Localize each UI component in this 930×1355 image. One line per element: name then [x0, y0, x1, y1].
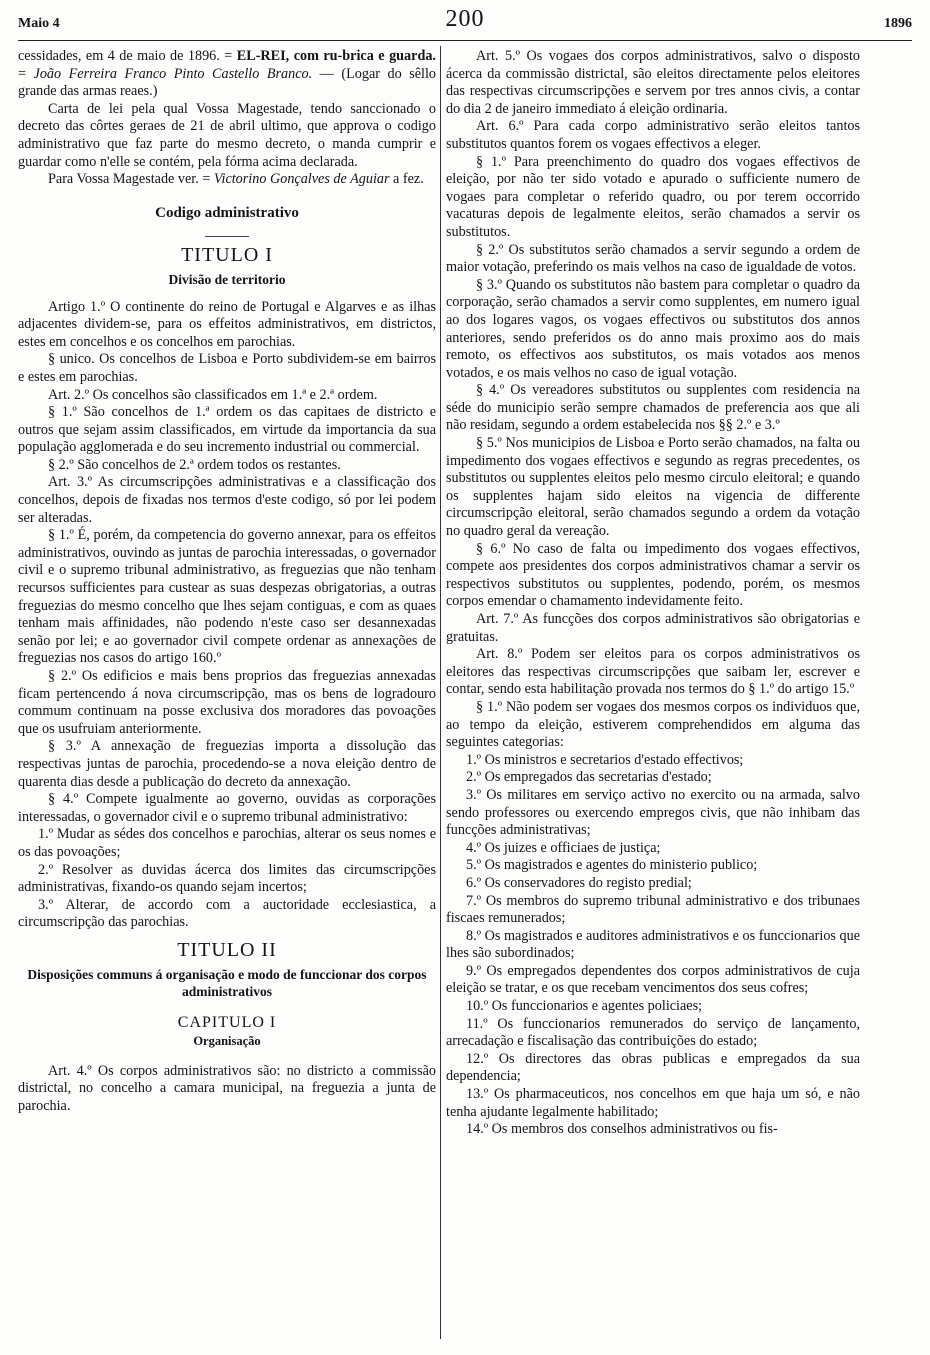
article-paragraph: § 1.º Para preenchimento do quadro dos vogaes effectivos de eleição, por não ter sido votado e apurado o sufficiente numero de vogaes para completar o referido quadro, ou por terem occorrido vacaturas depois de legalmente eleitos, serão chamados a servir os substitutos.	[446, 153, 860, 240]
article-paragraph: § 6.º No caso de falta ou impedimento dos vogaes effectivos, compete aos presidentes dos corpos administrativos chamar a servir os respectivos substitutos ou supplentes, podendo, porém, os mesmos corpos emendar o chamamento indevidamente feito.	[446, 540, 860, 610]
titulo-2-subheading: Disposições communs á organisação e modo de funccionar dos corpos administrativos	[27, 966, 427, 999]
header-rule	[18, 40, 912, 41]
closing-paragraph: Para Vossa Magestade ver. = Victorino Gonçalves de Aguiar a fez.	[48, 171, 424, 188]
titulo-2-heading: TITULO II	[177, 938, 277, 961]
list-item: 4.º Os juizes e officiaes de justiça;	[466, 839, 661, 856]
header-date: Maio 4	[18, 16, 60, 31]
titulo-1-subheading: Divisão de territorio	[168, 271, 286, 287]
article-paragraph: Art. 7.º As funcções dos corpos administrativos são obrigatorias e gratuitas.	[446, 611, 860, 645]
capitulo-1-heading: CAPITULO I	[177, 1013, 277, 1031]
article-paragraph: Art. 5.º Os vogaes dos corpos administrativos, salvo o disposto ácerca da commissão districtal, são eleitos directamente pelos eleitores das respectivas circumscripções e servem por tres annos civis, a contar do dia 2 de janeiro immediato á eleição ordinaria.	[446, 48, 860, 117]
article-paragraph: Art. 3.º As circumscripções administrativas e a classificação dos concelhos, depois de fixadas nos termos d'este codigo, só por lei podem ser alteradas.	[18, 474, 436, 526]
seal-note: (Logar do sêllo grande das armas reaes.)	[18, 65, 436, 100]
intro-date-text: cessidades, em 4 de maio de 1896.	[18, 48, 220, 64]
closing-text: Para Vossa Magestade ver.	[48, 171, 199, 188]
article-paragraph: § 1.º Não podem ser vogaes dos mesmos corpos os individuos que, ao tempo da eleição, estiverem comprehendidos em alguma das seguintes categorias:	[446, 698, 860, 751]
article-paragraph: § 4.º Compete igualmente ao governo, ouvidas as corporações interessadas, o governador civil e o supremo tribunal administrativo:	[18, 791, 436, 825]
section-rule	[205, 236, 249, 237]
capitulo-1-subheading: Organisação	[193, 1034, 261, 1049]
list-item: 9.º Os empregados dependentes dos corpos administrativos de cuja eleição se tratar, e os que recebam vencimentos dos seus cofres;	[446, 962, 860, 997]
article-paragraph: Art. 6.º Para cada corpo administrativo serão eleitos tantos substitutos quantos forem os vogaes effectivos a eleger.	[446, 118, 860, 152]
decree-letter-paragraph: Carta de lei pela qual Vossa Magestade, tendo sanccionado o decreto das côrtes geraes de 21 de abril ultimo, que approva o codigo administrativo que faz parte do mesmo decreto, o manda cumprir e guardar como n'elle se contém, pela fórma acima declarada.	[18, 100, 436, 170]
article-paragraph: § 5.º Nos municipios de Lisboa e Porto serão chamados, na falta ou impedimento dos vogaes effectivos e segundo as regras precedentes, os substitutos ou supplentes eleitos pelo mesmo circulo eleitoral; e quando os supplentes hajam sido eleitos na vigencia de differente circumscripção eleitoral, serão chamados segundo a ordem da votação no quadro geral da vereação.	[446, 435, 860, 540]
left-column	[18, 48, 436, 1115]
page-number: 200	[445, 6, 485, 32]
list-item: 7.º Os membros do supremo tribunal administrativo e dos tribunaes fiscaes remunerados;	[446, 892, 860, 927]
code-title: Codigo administrativo	[155, 204, 299, 221]
titulo-1-heading: TITULO I	[181, 244, 273, 267]
list-item: 6.º Os conservadores do registo predial;	[466, 874, 692, 891]
list-item: 2.º Resolver as duvidas ácerca dos limites das circumscripções administrativas, fixando-os quando sejam incertos;	[18, 861, 436, 896]
list-item: 5.º Os magistrados e agentes do ministerio publico;	[466, 857, 758, 874]
article-paragraph: § 3.º A annexação de freguezias importa a dissolução das respectivas juntas de parochia, procedendo-se a nova eleição dentro de quarenta dias desde a publicação do decreto da annexação.	[18, 738, 436, 790]
list-item: 8.º Os magistrados e auditores administrativos e os funccionarios que lhes são subordinados;	[446, 927, 860, 962]
article-paragraph: § 1.º É, porém, da competencia do governo annexar, para os effeitos administrativos, ouvindo as juntas de parochia interessadas, o governador civil e o supremo tribunal administrativo, as freguezias que não tenham recursos sufficientes para custear as suas despezas obrigatorias, a outras freguezias do mesmo concelho que lhes sejam contiguas, e com as quaes tenham mais affinidades, não podendo n'este caso ser desannexadas senão por lei; e ao governador civil compete ordenar as annexações de freguezias nos casos do artigo 160.º	[18, 527, 436, 667]
article-paragraph: Art. 4.º Os corpos administrativos são: no districto a commissão districtal, no concelho a camara municipal, na freguezia a junta de parochia.	[18, 1062, 436, 1114]
left-paragraph-list	[18, 299, 436, 932]
article-paragraph: Artigo 1.º O continente do reino de Portugal e Algarves e as ilhas adjacentes dividem-se, para os effeitos administrativos, em districtos, estes em concelhos e os concelhos em parochias.	[18, 298, 436, 350]
article-paragraph: § 4.º Os vereadores substitutos ou supplentes com residencia na séde do municipio serão sempre chamados de preferencia aos que ali não residam, segundo a ordem estabelecida nos §§ 2.º e 3.º	[446, 382, 860, 434]
article-paragraph: § unico. Os concelhos de Lisboa e Porto subdividem-se em bairros e estes em parochias.	[18, 351, 436, 385]
list-item: 10.º Os funccionarios e agentes policiaes;	[466, 998, 703, 1015]
list-item: 12.º Os directores das obras publicas e empregados da sua dependencia;	[446, 1050, 860, 1085]
list-item: 2.º Os empregados das secretarias d'estado;	[466, 769, 712, 786]
clerk-signature: Victorino Gonçalves de Aguiar	[213, 171, 390, 188]
article-paragraph: § 2.º São concelhos de 2.ª ordem todos os restantes.	[48, 456, 341, 473]
intro-paragraph: cessidades, em 4 de maio de 1896. = EL-REI, com ru-brica e guarda. = João Ferreira Franco Pinto Castello Branco. — (Logar do sêllo grande das armas reaes.)	[18, 48, 436, 100]
list-item: 1.º Mudar as sédes dos concelhos e parochias, alterar os seus nomes e os das povoações;	[18, 826, 436, 860]
closing-suffix: a fez.	[393, 171, 424, 188]
article-paragraph: § 2.º Os edificios e mais bens proprios das freguezias annexadas ficam pertencendo á nova circumscripção, mas os bens de logradouro commum continuam na posse exclusiva dos moradores das povoações que os usufruiam anteriormente.	[18, 668, 436, 737]
list-item: 3.º Os militares em serviço activo no exercito ou na armada, salvo sendo professores ou exercendo empregos civis, que não inhibam das funcções administrativas;	[446, 786, 860, 839]
article-paragraph: Art. 2.º Os concelhos são classificados em 1.ª e 2.ª ordem.	[48, 386, 378, 403]
list-item: 1.º Os ministros e secretarios d'estado effectivos;	[466, 751, 744, 768]
header-year: 1896	[884, 16, 912, 31]
list-item: 11.º Os funccionarios remunerados do serviço de lançamento, arrecadação e fiscalisação das contribuições do estado;	[446, 1015, 860, 1050]
list-item: 3.º Alterar, de accordo com a auctoridade ecclesiastica, a circumscripção das parochias.	[18, 896, 436, 931]
right-column	[446, 48, 860, 1139]
article-paragraph: § 2.º Os substitutos serão chamados a servir segundo a ordem de maior votação, preferindo os mais velhos na caso de igualdade de votos.	[446, 241, 860, 276]
list-item: 14.º Os membros dos conselhos administrativos ou fis-	[466, 1121, 778, 1138]
list-item: 13.º Os pharmaceuticos, nos concelhos em que haja um só, e não tenha ajudante legalmente habilitado;	[446, 1086, 860, 1120]
royal-signature: EL-REI, com ru-brica e guarda.	[236, 48, 436, 64]
article-paragraph: Art. 8.º Podem ser eleitos para os corpos administrativos os eleitores das respectivas circumscripções que saibam ler, escrever e contar, sendo esta habilitação provada nos termos do § 1.º do artigo 15.º	[446, 646, 860, 698]
article-paragraph: § 3.º Quando os substitutos não bastem para completar o quadro da corporação, serão chamados a servir como supplentes, em numero igual ao dos logares vagos, os vogaes effectivos ou substitutos dos annos anteriores, sendo preferidos os do anno mais proximo aos do mais remoto, os effectivos aos substitutos, os mais votados aos menos votados, e os mais velhos no caso de igual votação.	[446, 276, 860, 381]
page-header	[18, 6, 912, 40]
column-divider	[440, 46, 441, 1339]
minister-signature: João Ferreira Franco Pinto Castello Branco.	[33, 65, 313, 82]
article-paragraph: § 1.º São concelhos de 1.ª ordem os das capitaes de districto e outros que sejam assim classificados, em virtude da importancia da sua população agglomerada e do seu incremento industrial ou commercial.	[18, 404, 436, 456]
